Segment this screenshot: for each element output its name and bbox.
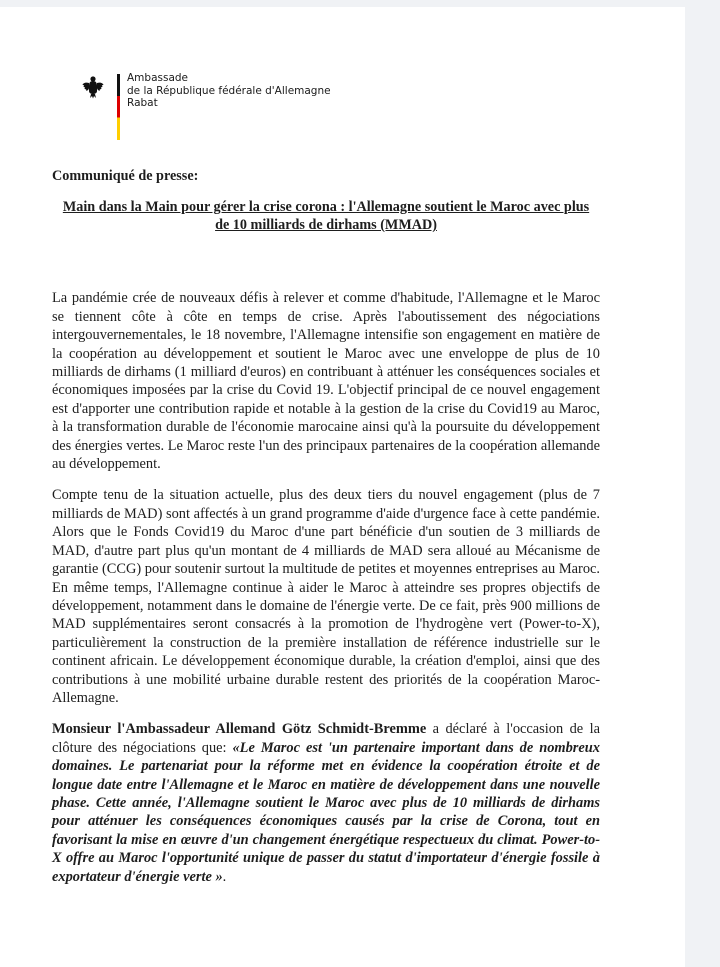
ambassador-quote: «Le Maroc est 'un partenaire important dans de nombreux domaines. Le partenariat pour la réforme met en évidence la coopération étroite et de longue date entre l'Allemagne et le Maroc en matière de développement dans une nouvelle phase. Cette année, l'Allemagne soutient le Maroc avec plus de 10 milliards de dirhams pour atténuer les conséquences économiques causés par la crise de Corona, tout en favorisant la mise en œuvre d'un changement énergétique respectueux du climat. Power-to-X offre au Maroc l'opportunité unique de passer du statut d'importateur d'énergie fossile à exportateur d'énergie verte » bbox=[52, 739, 600, 885]
embassy-name bbox=[127, 72, 331, 110]
document-page bbox=[0, 7, 685, 967]
embassy-name-line-1: Ambassade bbox=[127, 72, 189, 84]
german-flag-bar bbox=[117, 74, 120, 140]
paragraph-intro: La pandémie crée de nouveaux défis à relever et comme d'habitude, l'Allemagne et le Maroc se tiennent côte à côte en temps de crise. Après l'aboutissement des négociations intergouvernementales, le 18 novembre, l'Allemagne intensifie son engagement en matière de la coopération au développement et soutient le Maroc avec une enveloppe de plus de 10 milliards de dirhams (1 milliard d'euros) en contribuant à atténuer les conséquences sociales et économiques imposées par la crise du Covid 19. L'objectif principal de ce nouvel engagement est d'apporter une contribution rapide et notable à la gestion de la crise du Covid19 au Maroc, à la transformation durable de l'économie marocaine ainsi qu'à la poursuite du développement des énergies vertes. Le Maroc reste l'un des principaux partenaires de la coopération allemande au développement. bbox=[52, 290, 600, 473]
ambassador-name: Monsieur l'Ambassadeur Allemand Götz Schmidt-Bremme bbox=[52, 721, 427, 738]
federal-eagle-icon bbox=[82, 75, 104, 99]
press-release-headline: Main dans la Main pour gérer la crise corona : l'Allemagne soutient le Maroc avec plus de 10 milliards de dirhams (MMAD) bbox=[62, 199, 590, 233]
document-type-label: Communiqué de presse: bbox=[52, 168, 199, 184]
embassy-name-line-2: de la République fédérale d'Allemagne bbox=[127, 84, 331, 97]
paragraph-funding-details: Compte tenu de la situation actuelle, plus des deux tiers du nouvel engagement (plus de 7 milliards de MAD) sont affectés à un grand programme d'aide d'urgence face à cette pandémie. Alors que le Fonds Covid19 du Maroc d'une part bénéficie d'un soutien de 3 milliards de MAD, d'autre part plus qu'un montant de 4 milliards de MAD sera alloué au Mécanisme de garantie (CCG) pour soutenir surtout la multitude de petites et moyennes entreprises au Maroc. En même temps, l'Allemagne continue à aider le Maroc à atteindre ses propres objectifs de développement, notamment dans le domaine de l'énergie verte. De ce fait, près 900 millions de MAD supplémentaires seront consacrés à la promotion de l'hydrogène vert (Power-to-X), particulièrement la construction de la première installation de référence industrielle sur le continent africain. Le développement économique durable, la création d'emploi, ainsi que des contributions à une mobilité urbaine durable restent des priorités de la coopération Maroc-Allemagne. bbox=[52, 487, 600, 706]
press-release-body bbox=[52, 167, 600, 886]
embassy-name-line-3: Rabat bbox=[127, 97, 158, 109]
paragraph-ambassador-quote bbox=[52, 720, 600, 886]
quote-intro: a déclaré à l'occasion de la clôture des négociations que: bbox=[52, 721, 600, 756]
quote-end: . bbox=[222, 868, 227, 885]
